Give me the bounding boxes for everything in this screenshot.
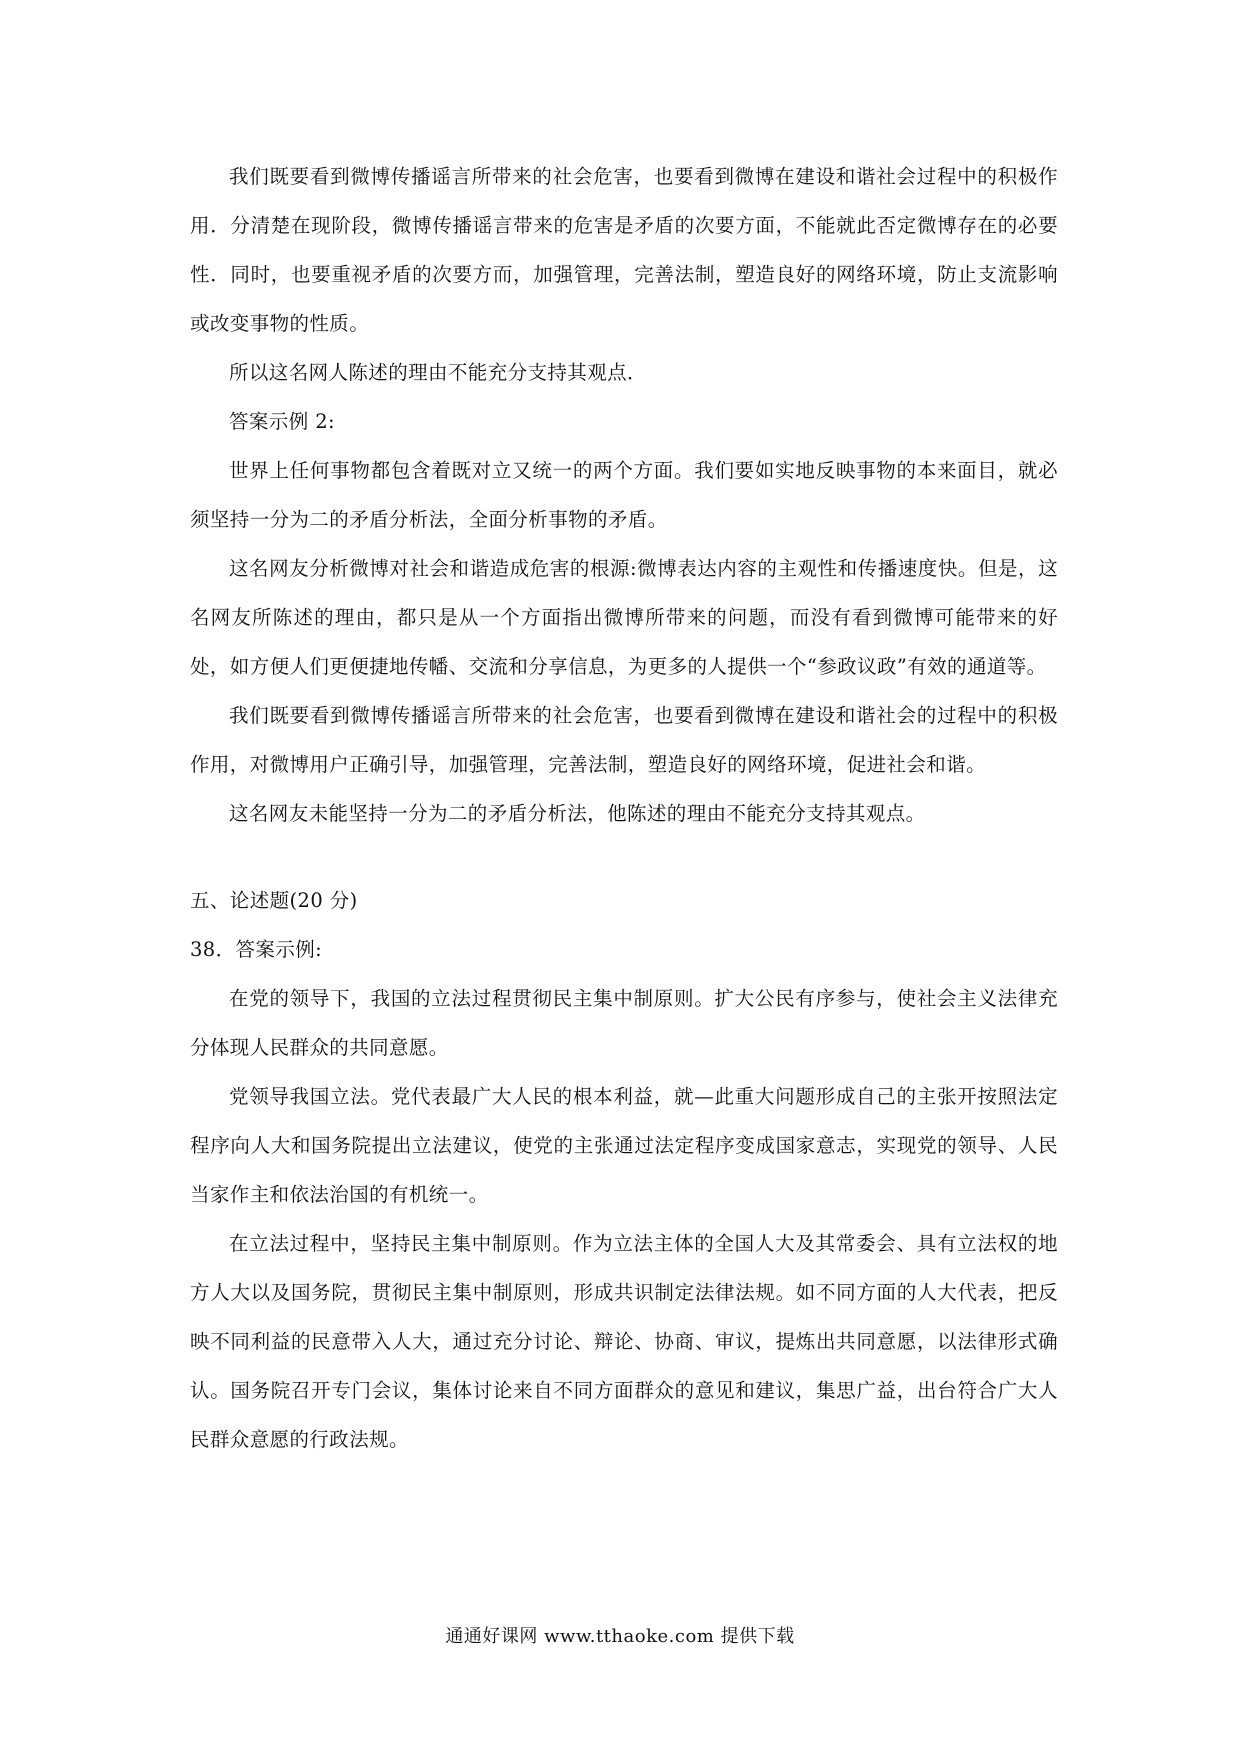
section-paragraph: 在党的领导下，我国的立法过程贯彻民主集中制原则。扩大公民有序参与，使社会主义法律充分体现人民群众的共同意愿。 (190, 987, 1058, 1059)
section-paragraph: 党领导我国立法。党代表最广大人民的根本利益，就—此重大问题形成自己的主张开按照法定程序向人大和国务院提出立法建议，使党的主张通过法定程序变成国家意志，实现党的领导、人民当家作主和依法治国的有机统一。 (190, 1085, 1058, 1206)
body-paragraph: 我们既要看到微博传播谣言所带来的社会危害，也要看到微博在建设和谐社会的过程中的积极作用，对微博用户正确引导，加强管理，完善法制，塑造良好的网络环境，促进社会和谐。 (190, 704, 1058, 776)
page-footer: 通通好课网 www.tthaoke.com 提供下载 (445, 1626, 795, 1647)
body-paragraph: 答案示例 2: (229, 410, 335, 433)
section-heading: 五、论述题(20 分) (190, 889, 358, 912)
body-paragraph: 这名网友分析微博对社会和谐造成危害的根源:微博表达内容的主观性和传播速度快。但是，这名网友所陈述的理由，都只是从一个方面指出微博所带来的问题，而没有看到微博可能带来的好处，如方便人们更便捷地传幡、交流和分享信息，为更多的人提供一个“参政议政”有效的通道等。 (190, 557, 1058, 678)
question-label: 38．答案示例: (190, 938, 323, 961)
document-body (190, 152, 1058, 1464)
body-paragraph: 这名网友未能坚持一分为二的矛盾分析法，他陈述的理由不能充分支持其观点。 (229, 802, 926, 825)
body-paragraph: 所以这名网人陈述的理由不能充分支持其观点． (229, 361, 647, 384)
body-paragraph: 世界上任何事物都包含着既对立又统一的两个方面。我们要如实地反映事物的本来面目，就必须坚持一分为二的矛盾分析法，全面分析事物的矛盾。 (190, 459, 1058, 531)
section-paragraph: 在立法过程中，坚持民主集中制原则。作为立法主体的全国人大及其常委会、具有立法权的地方人大以及国务院，贯彻民主集中制原则，形成共识制定法律法规。如不同方面的人大代表，把反映不同利益的民意带入人大，通过充分讨论、辩论、协商、审议，提炼出共同意愿，以法律形式确认。国务院召开专门会议，集体讨论来自不同方面群众的意见和建议，集思广益，出台符合广大人民群众意愿的行政法规。 (190, 1232, 1058, 1451)
body-paragraph: 我们既要看到微博传播谣言所带来的社会危害，也要看到微博在建设和谐社会过程中的积极作用．分清楚在现阶段，微博传播谣言带来的危害是矛盾的次要方面，不能就此否定微博存在的必要性．同时，也要重视矛盾的次要方而，加强管理，完善法制，塑造良好的网络环境，防止支流影响或改变事物的性质。 (190, 165, 1058, 335)
